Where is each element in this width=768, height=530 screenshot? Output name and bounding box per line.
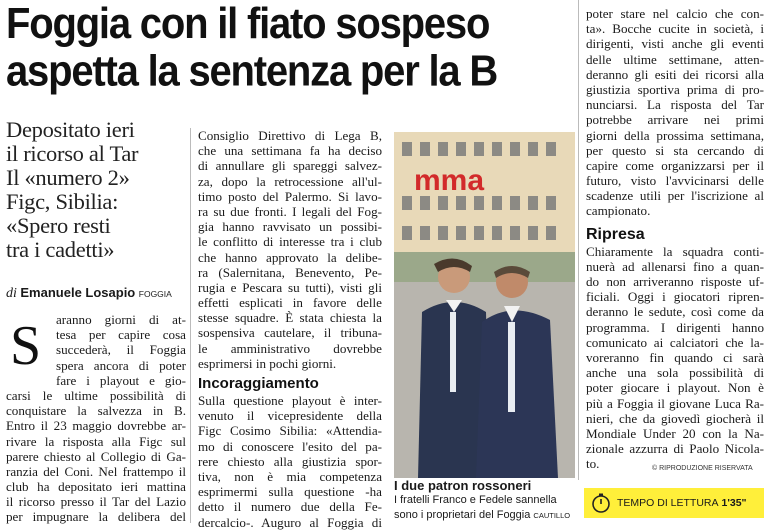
- text-line: il ricorso presso il Tar del Lazio: [6, 494, 186, 510]
- text-line: di annullare gli spareggi salvez-: [198, 158, 382, 174]
- column-divider: [190, 128, 191, 523]
- caption-text: [394, 493, 579, 523]
- deck-subtitle: [6, 118, 186, 262]
- dropcap: S: [10, 315, 42, 377]
- text-line: poter stare nel calcio che con-: [586, 6, 764, 21]
- text-line: nuerà ad allenarsi fino a quan-: [586, 258, 764, 274]
- text-line: carsi le ultime possibilità di: [6, 387, 186, 403]
- text-line: succederà, il Foggia: [56, 342, 186, 358]
- text-line: deranno le sedute, così come da: [586, 304, 764, 320]
- text-line: comunicato ai calciatori che la-: [586, 334, 764, 350]
- headline-line-2: aspetta la sentenza per la B: [6, 47, 498, 96]
- deck-line: il ricorso al Tar: [6, 141, 139, 166]
- text-line: za, dopo la retrocessione all'ul-: [198, 173, 382, 189]
- text-line: Consiglio Direttivo di Lega B,: [198, 128, 382, 143]
- text-line: timo posto del Palermo. Si lavo-: [198, 188, 382, 204]
- deck-line: Depositato ieri: [6, 117, 135, 142]
- reading-time-box: [584, 488, 764, 518]
- text-line: ranzia del Coni. Nel frattempo il: [6, 463, 186, 479]
- text-line: le conflitto di interesse tra i club: [198, 234, 382, 250]
- text-line: più a Foggia il giovane Luca Ra-: [586, 395, 764, 411]
- text-line: nieri, che da giovedì giocherà il: [586, 410, 764, 426]
- subheading-incoraggiamento: Incoraggiamento: [198, 375, 319, 392]
- text-line: ta». Bocche cucite in società, i: [586, 21, 764, 37]
- text-line: Chiaramente la squadra conti-: [586, 243, 764, 259]
- text-line: deranno gli esiti dei ricorsi alla: [586, 66, 764, 82]
- text-line: scadenze utili per l'iscrizione al: [586, 188, 764, 204]
- text-line: ra (Salernitana, Benevento, Pe-: [198, 264, 382, 280]
- text-line: esprimersi in pochi giorni.: [198, 355, 337, 371]
- byline-author: Emanuele Losapio: [20, 285, 136, 300]
- reading-time-label: TEMPO DI LETTURA: [617, 497, 719, 509]
- text-line: per questo si sta cercando di: [586, 142, 764, 158]
- headline-line-1: Foggia con il fiato sospeso: [6, 0, 490, 48]
- text-line: Entro il 23 maggio dovrebbe ar-: [6, 418, 186, 434]
- deck-line: Il «numero 2»: [6, 165, 130, 190]
- photo-patrons: [394, 132, 575, 478]
- text-line: programma. I dirigenti hanno: [586, 319, 764, 335]
- reading-time-value: 1'35": [721, 497, 747, 509]
- article-column-1: [6, 312, 186, 525]
- byline-prefix: di: [6, 286, 17, 301]
- copyright-notice: © RIPRODUZIONE RISERVATA: [652, 465, 753, 472]
- text-line: ra su due fronti. I legali del Fog-: [198, 203, 382, 219]
- text-line: per impugnare la delibera del: [6, 509, 186, 525]
- text-line: giorni della prossima settimana,: [586, 127, 764, 143]
- article-column-2: [198, 128, 382, 530]
- text-line: delle ultime settimane, atten-: [586, 51, 764, 67]
- text-line: parere chiesto al Collegio di Ga-: [6, 448, 186, 464]
- text-line: che una settimana fa ha deciso: [198, 143, 382, 159]
- text-line: che hanno approvato la delibe-: [198, 249, 382, 265]
- text-line: aranno giorni di at-: [56, 312, 186, 327]
- text-line: capire come organizzarsi per il: [586, 157, 764, 173]
- text-line: do non arriveranno risposte uf-: [586, 274, 764, 289]
- text-line: effetti esplicati in favore delle: [198, 295, 382, 311]
- text-line: tesa per capire cosa: [56, 327, 186, 343]
- text-line: ficiali. Oggi i giocatori ripren-: [586, 289, 764, 305]
- text-line: conquistare la salvezza in B.: [6, 403, 186, 419]
- photo-illustration: [394, 132, 575, 478]
- caption-line: [394, 508, 579, 523]
- text-line: stesse squadre. È stata chiesta la: [198, 310, 382, 326]
- text-line: campionato.: [586, 203, 651, 219]
- photo-credit: CAUTILLO: [533, 511, 571, 520]
- text-line: anche una sola possibilità di: [586, 365, 764, 381]
- text-line: rivare la risposta alla Figc sul: [6, 433, 186, 449]
- text-line: to.: [586, 456, 600, 472]
- text-line: mo di conoscere l'esito del pa-: [198, 438, 382, 454]
- deck-line: Figc, Sibilia:: [6, 189, 119, 214]
- caption-line-2: sono i proprietari del Foggia: [394, 509, 531, 521]
- text-line: detto il numero due della Fe-: [198, 499, 382, 515]
- caption-title: I due patron rossoneri: [394, 478, 532, 493]
- text-line: rere chiesto alla giustizia spor-: [198, 453, 382, 469]
- text-line: futuro, visto l'avvicinarsi delle: [586, 173, 764, 189]
- article-column-3: [586, 6, 764, 471]
- deck-line: tra i cadetti»: [6, 237, 115, 262]
- subheading-ripresa: Ripresa: [586, 225, 645, 243]
- text-line: esprimermi sulla questione -ha: [198, 484, 382, 500]
- byline: [6, 285, 191, 302]
- text-line: fare i playout e gio-: [56, 372, 186, 388]
- text-line: rugia e Pescara su tutti), visti gli: [198, 279, 382, 295]
- text-line: dercalcio-. Auguro al Foggia di: [198, 514, 382, 530]
- headline: [6, 0, 571, 95]
- text-line: voreranno fin quando ci sarà: [586, 349, 764, 365]
- deck-line: «Spero resti: [6, 213, 111, 238]
- text-line: dirigenti, visti anche gli eventi: [586, 36, 764, 52]
- byline-place: FOGGIA: [138, 289, 172, 299]
- column-divider: [578, 0, 579, 480]
- text-line: Mondiale Under 20 con la Na-: [586, 425, 764, 441]
- text-line: zionale azzurra di Paolo Nicola-: [586, 441, 764, 457]
- text-line: giustizia sportiva prima di pro-: [586, 81, 764, 97]
- text-line: gia hanno ravvisato un possibi-: [198, 219, 382, 235]
- sign-text: mma: [414, 164, 485, 197]
- text-line: club ha depositato ieri mattina: [6, 479, 186, 495]
- text-line: tiva, non è mia competenza: [198, 468, 382, 484]
- text-line: Figc Cosimo Sibilia: «Attendia-: [198, 423, 382, 439]
- text-line: Sulla questione playout è inter-: [198, 393, 382, 408]
- text-line: le amministrativo dovrebbe: [198, 340, 382, 356]
- text-line: spera ancora di poter: [56, 357, 186, 373]
- text-line: venuto il vicepresidente della: [198, 408, 382, 424]
- text-line: nunciarsi. La risposta del Tar: [586, 97, 764, 113]
- text-line: potrebbe arrivare nei primi: [586, 112, 764, 128]
- text-line: sospensiva cautelare, il tribuna-: [198, 325, 382, 341]
- caption-line: I fratelli Franco e Fedele sannella: [394, 494, 557, 506]
- stopwatch-icon: [590, 492, 612, 514]
- text-line: poter giocare i playout. Non è: [586, 380, 764, 396]
